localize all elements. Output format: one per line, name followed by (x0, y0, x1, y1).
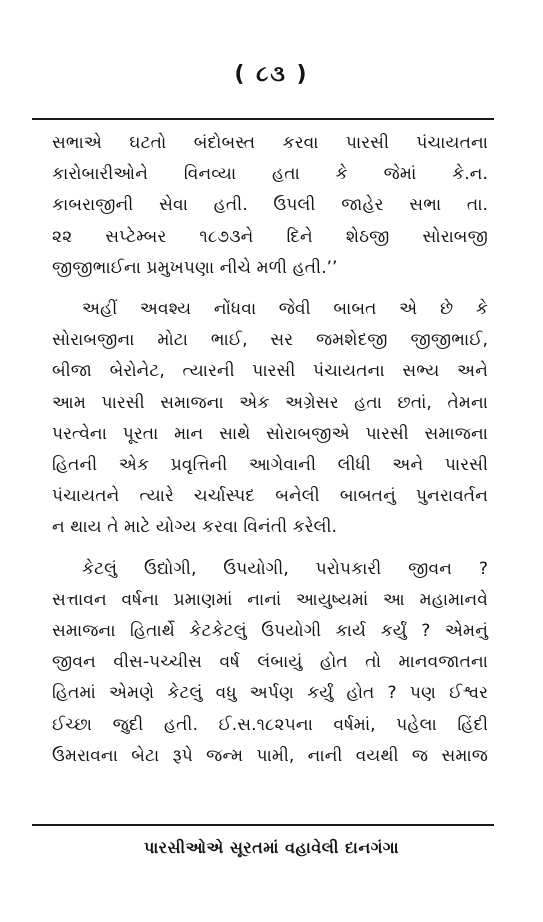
running-footer-title: પારસીઓએ સૂરતમાં વહાવેલી દાનગંગા (143, 838, 400, 857)
footer-rule (32, 824, 494, 826)
text-line: પંચાયતને ત્યારે ચર્ચાસ્પદ બનેલી બાબતનું પુનરાવર્તન (52, 486, 488, 507)
text-line: ૨૨ સપ્ટેમ્બર ૧૮૭૩ને દિને શેઠજી સોરાબજી (52, 226, 488, 247)
page-number: ( ૮૩ ) (234, 62, 309, 87)
text-line: સત્તાવન વર્ષના પ્રમાણમાં નાનાં આયુષ્યમાં આ મહામાનવે (52, 589, 488, 610)
text-line: અહીં અવશ્ય નોંધવા જેવી બાબત એ છે કે (82, 299, 488, 320)
text-line: ઈચ્છા જુદી હતી. ઈ.સ.૧૮૨૫ના વર્ષમાં, પહેલા હિંદી (52, 714, 488, 735)
text-line: કેટલું ઉદ્યોગી, ઉપયોગી, પરોપકારી જીવન ? (82, 558, 488, 579)
text-line: સભાએ ઘટતો બંદોબસ્ત કરવા પારસી પંચાયતના (52, 133, 488, 153)
text-line: હિતની એક પ્રવૃત્તિની આગેવાની લીધી અને પારસી (52, 455, 488, 476)
text-line: કાબરાજીની સેવા હતી. ઉપલી જાહેર સભા તા. (52, 195, 488, 216)
paragraph-3 (52, 554, 488, 772)
paragraph-2 (52, 294, 488, 544)
text-line: જીજીભાઈના પ્રમુખપણા નીચે મળી હતી.’’ (52, 257, 338, 278)
text-line: કારોબારીઓને વિનવ્યા હતા કે જેમાં કે.ન. (52, 164, 488, 185)
text-line: જીવન વીસ-પચ્ચીસ વર્ષ લંબાયું હોત તો માનવજાતના (52, 652, 488, 673)
text-line: ઉમરાવના બેટા રૂપે જન્મ પામી, નાની વયથી જ સમાજ (52, 745, 488, 766)
text-line: સોરાબજીના મોટા ભાઈ, સર જમશેદજી જીજીભાઈ, (52, 330, 488, 351)
body-text (52, 128, 488, 772)
paragraph-1 (52, 128, 488, 284)
text-line: આમ પારસી સમાજના એક અગ્રેસર હતા છતાં, તેમના (52, 392, 488, 413)
text-line: હિતમાં એમણે કેટલું વધુ અર્પણ કર્યું હોત ? પણ ઈશ્વર (52, 683, 488, 704)
header-rule (32, 118, 494, 120)
text-line: પરત્વેના પૂરતા માન સાથે સોરાબજીએ પારસી સમાજના (52, 423, 488, 444)
text-line: ન થાય તે માટે યોગ્ય કરવા વિનંતી કરેલી. (52, 517, 337, 538)
text-line: બીજા બેરોનેટ, ત્યારની પારસી પંચાયતના સભ્ય અને (52, 361, 488, 382)
text-line: સમાજના હિતાર્થે કેટકેટલું ઉપયોગી કાર્ય કર્યું ? એમનું (52, 621, 488, 642)
